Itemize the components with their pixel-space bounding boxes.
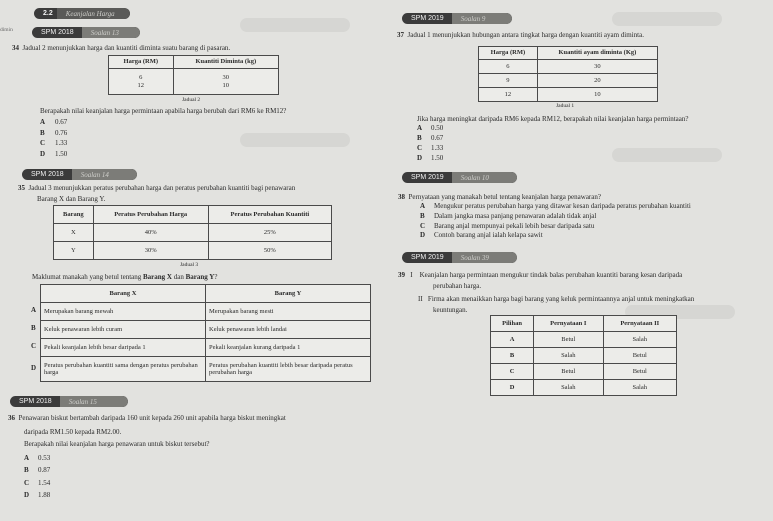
table-cell: Keluk penawaran lebih landai (206, 321, 371, 339)
badge-year: SPM 2019 (411, 15, 444, 22)
q39-statement-2: II Firma akan menaikkan harga bagi barang yang keluk permintaannya anjal untuk meningkatkan (418, 295, 695, 303)
option-text: 0.76 (55, 128, 68, 137)
section-badge (34, 8, 130, 19)
table-cell: Merupakan barang mewah (41, 303, 206, 321)
table-cell: Betul (534, 332, 603, 348)
option-row-b[interactable] (41, 321, 371, 339)
option-text: 1.88 (38, 490, 51, 499)
table-caption: Jadual 1 (556, 103, 575, 109)
option-d[interactable] (24, 492, 50, 499)
q34-table (108, 55, 279, 95)
option-text: 0.50 (431, 124, 444, 132)
table-cell: Pekali keanjalan lebih besar daripada 1 (41, 339, 206, 357)
badge-soalan: Soalan 15 (60, 396, 128, 407)
option-letter: B (24, 466, 29, 475)
q36-badge (10, 396, 128, 407)
table-cell: 25% (208, 224, 331, 242)
q35-table (53, 205, 332, 260)
table-cell: 9 (479, 74, 538, 88)
q34-badge (32, 27, 140, 38)
q38-badge (402, 172, 517, 183)
option-c[interactable] (420, 223, 594, 230)
statement-text: keuntungan. (433, 306, 468, 314)
question-number: 34 (12, 44, 19, 52)
q36-question: 36 Penawaran biskut bertambah daripada 160 unit kepada 260 unit apabila harga biskut meningkat (8, 414, 286, 422)
option-text: Barang anjal mempunyai pekali lebih besar daripada satu (434, 221, 595, 230)
table-header: Barang Y (206, 285, 371, 303)
q35-badge (22, 169, 137, 180)
table-header: Peratus Perubahan Harga (93, 206, 208, 224)
table-cell: 20 (537, 74, 657, 88)
table-header: Pernyataan I (534, 316, 603, 332)
option-text: 1.33 (431, 144, 444, 152)
option-row-c[interactable] (41, 339, 371, 357)
table-cell: A (491, 332, 534, 348)
table-cell: Y (54, 242, 94, 260)
table-cell: D (491, 380, 534, 396)
option-b[interactable] (417, 135, 443, 142)
table-header: Barang X (41, 285, 206, 303)
option-c[interactable] (417, 145, 443, 152)
table-header: Barang (54, 206, 94, 224)
q39-badge (402, 252, 517, 263)
q37-question: 37 Jadual 1 menunjukkan hubungan antara tingkat harga dengan kuantiti ayam diminta. (397, 31, 644, 39)
q35-options-table (40, 284, 371, 382)
option-d[interactable] (420, 232, 543, 239)
option-text: 0.87 (38, 466, 51, 475)
table-caption: Jadual 2 (182, 97, 201, 103)
option-b[interactable] (420, 213, 596, 220)
option-letter: A (420, 202, 426, 210)
section-number: 2.2 (43, 10, 53, 17)
table-cell: Peratus perubahan kuantiti lebih besar daripada peratus perubahan harga (206, 357, 371, 382)
badge-year: SPM 2019 (411, 254, 444, 261)
option-text: 1.54 (38, 478, 51, 487)
badge-year: SPM 2018 (19, 398, 52, 405)
option-row-d[interactable] (41, 357, 371, 382)
badge-soalan: Soalan 14 (72, 169, 137, 180)
option-d[interactable] (417, 155, 443, 162)
option-letter: A (31, 306, 37, 314)
option-letter: B (417, 134, 422, 142)
table-cell: Salah (534, 380, 603, 396)
badge-year: SPM 2018 (41, 29, 74, 36)
option-row-b[interactable] (491, 348, 677, 364)
table-cell: B (491, 348, 534, 364)
option-text: 1.50 (55, 149, 68, 158)
table-cell: Betul (534, 364, 603, 380)
table-cell: Salah (603, 380, 677, 396)
badge-soalan: Soalan 39 (452, 252, 517, 263)
q38-question: 38 Pernyataan yang manakah betul tentang keanjalan harga penawaran? (398, 193, 601, 201)
q35-question: 35 Jadual 3 menunjukkan peratus perubahan harga dan peratus perubahan kuantiti bagi penawaran (18, 184, 296, 192)
table-header: Harga (RM) (109, 56, 174, 69)
table-cell: 30% (93, 242, 208, 260)
option-letter: C (31, 342, 37, 350)
table-header: Pilihan (491, 316, 534, 332)
badge-soalan: Soalan 10 (452, 172, 517, 183)
table-cell: Salah (603, 332, 677, 348)
option-letter: C (40, 139, 46, 147)
option-letter: D (31, 364, 37, 372)
table-cell: 12 (479, 88, 538, 102)
badge-soalan: Soalan 9 (452, 13, 512, 24)
option-letter: B (40, 128, 45, 137)
table-cell: Keluk penawaran lebih curam (41, 321, 206, 339)
option-letter: B (420, 211, 425, 220)
table-cell: Betul (603, 348, 677, 364)
question-prompt: Maklumat manakah yang betul tentang Barang X dan Barang Y? (32, 273, 218, 281)
question-text: Jadual 3 menunjukkan peratus perubahan harga dan peratus perubahan kuantiti bagi penawaran (28, 184, 296, 192)
question-text: daripada RM1.50 kepada RM2.00. (24, 428, 122, 436)
table-header: Harga (RM) (479, 47, 538, 60)
option-d[interactable] (40, 151, 67, 158)
question-text: Pernyataan yang manakah betul tentang keanjalan harga penawaran? (408, 193, 601, 201)
table-header: Pernyataan II (603, 316, 677, 332)
table-cell: C (491, 364, 534, 380)
option-letter: C (420, 221, 426, 230)
badge-soalan: Soalan 13 (82, 27, 140, 38)
question-prompt: Berapakah nilai keanjalan harga penawaran untuk biskut tersebut? (24, 440, 210, 448)
question-text: Penawaran biskut bertambah daripada 160 unit kepada 260 unit apabila harga biskut meningkat (18, 414, 286, 422)
option-c[interactable] (40, 140, 67, 147)
option-a[interactable] (24, 455, 50, 462)
option-text: Dalam jangka masa panjang penawaran adalah tidak anjal (434, 211, 597, 220)
question-prompt: Jika harga meningkat daripada RM6 kepada RM12, berapakah nilai keanjalan harga permintaan? (417, 115, 689, 123)
question-text: Jadual 1 menunjukkan hubungan antara tingkat harga dengan kuantiti ayam diminta. (407, 31, 644, 39)
option-letter: D (24, 490, 30, 499)
q39-table (490, 315, 677, 396)
question-prompt: Berapakah nilai keanjalan harga permintaan apabila harga berubah dari RM6 ke RM12? (40, 107, 287, 115)
table-cell: Merupakan barang mesti (206, 303, 371, 321)
question-text: Barang X dan Barang Y. (37, 195, 106, 203)
q34-question (12, 45, 230, 52)
table-caption: Jadual 3 (180, 262, 199, 268)
option-text: 0.67 (55, 118, 68, 126)
option-c[interactable] (24, 480, 50, 487)
option-letter: A (417, 124, 423, 132)
bleed-through (240, 18, 350, 32)
option-text: 0.67 (431, 134, 444, 142)
option-row-a[interactable] (41, 303, 371, 321)
q39-statement-1: 39 I Keanjalan harga permintaan mengukur tindak balas perubahan kuantiti barang kesan daripada (398, 271, 683, 279)
q37-table (478, 46, 658, 102)
statement-text: perubahan harga. (433, 282, 482, 290)
option-letter: C (24, 478, 30, 487)
bleed-through (612, 12, 722, 26)
option-row-a[interactable] (491, 332, 677, 348)
option-text: Contoh barang anjal ialah kelapa sawit (434, 231, 543, 240)
table-cell: Peratus perubahan kuantiti sama dengan peratus perubahan harga (41, 357, 206, 382)
option-b[interactable] (40, 130, 67, 137)
table-cell: 6 12 (109, 69, 174, 95)
bleed-through (612, 148, 722, 162)
option-row-d[interactable] (491, 380, 677, 396)
option-text: 0.53 (38, 454, 51, 462)
table-cell: 40% (93, 224, 208, 242)
table-cell: Betul (603, 364, 677, 380)
table-cell: 30 (537, 60, 657, 74)
section-title: Keanjalan Harga (57, 8, 130, 19)
option-letter: C (417, 144, 423, 152)
option-letter: D (40, 149, 46, 158)
question-text: Jadual 2 menunjukkan harga dan kuantiti diminta suatu barang di pasaran. (22, 44, 231, 52)
table-cell: 30 10 (173, 69, 278, 95)
badge-year: SPM 2019 (411, 174, 444, 181)
bleed-through (240, 133, 350, 147)
option-a[interactable] (420, 203, 691, 210)
option-text: Mengukur peratus perubahan harga yang ditawar kesan daripada peratus perubahan kuantiti (434, 202, 691, 210)
option-a[interactable] (417, 125, 443, 132)
option-letter: A (24, 454, 30, 462)
table-header: Kuantiti Diminta (kg) (173, 56, 278, 69)
option-letter: A (40, 118, 46, 126)
badge-year: SPM 2018 (31, 171, 64, 178)
table-cell: Pekali keanjalan kurang daripada 1 (206, 339, 371, 357)
table-cell: 10 (537, 88, 657, 102)
option-letter: D (420, 231, 426, 240)
table-header: Kuantiti ayam diminta (Kg) (537, 47, 657, 60)
option-a[interactable] (40, 119, 67, 126)
q37-badge (402, 13, 512, 24)
margin-text: dimin (0, 27, 13, 33)
option-text: 1.50 (431, 154, 444, 162)
option-letter: B (31, 324, 36, 332)
option-row-c[interactable] (491, 364, 677, 380)
table-cell: Salah (534, 348, 603, 364)
table-cell: 6 (479, 60, 538, 74)
table-cell: X (54, 224, 94, 242)
option-text: 1.33 (55, 139, 68, 147)
table-cell: 50% (208, 242, 331, 260)
option-b[interactable] (24, 467, 50, 474)
table-header: Peratus Perubahan Kuantiti (208, 206, 331, 224)
option-letter: D (417, 154, 423, 162)
